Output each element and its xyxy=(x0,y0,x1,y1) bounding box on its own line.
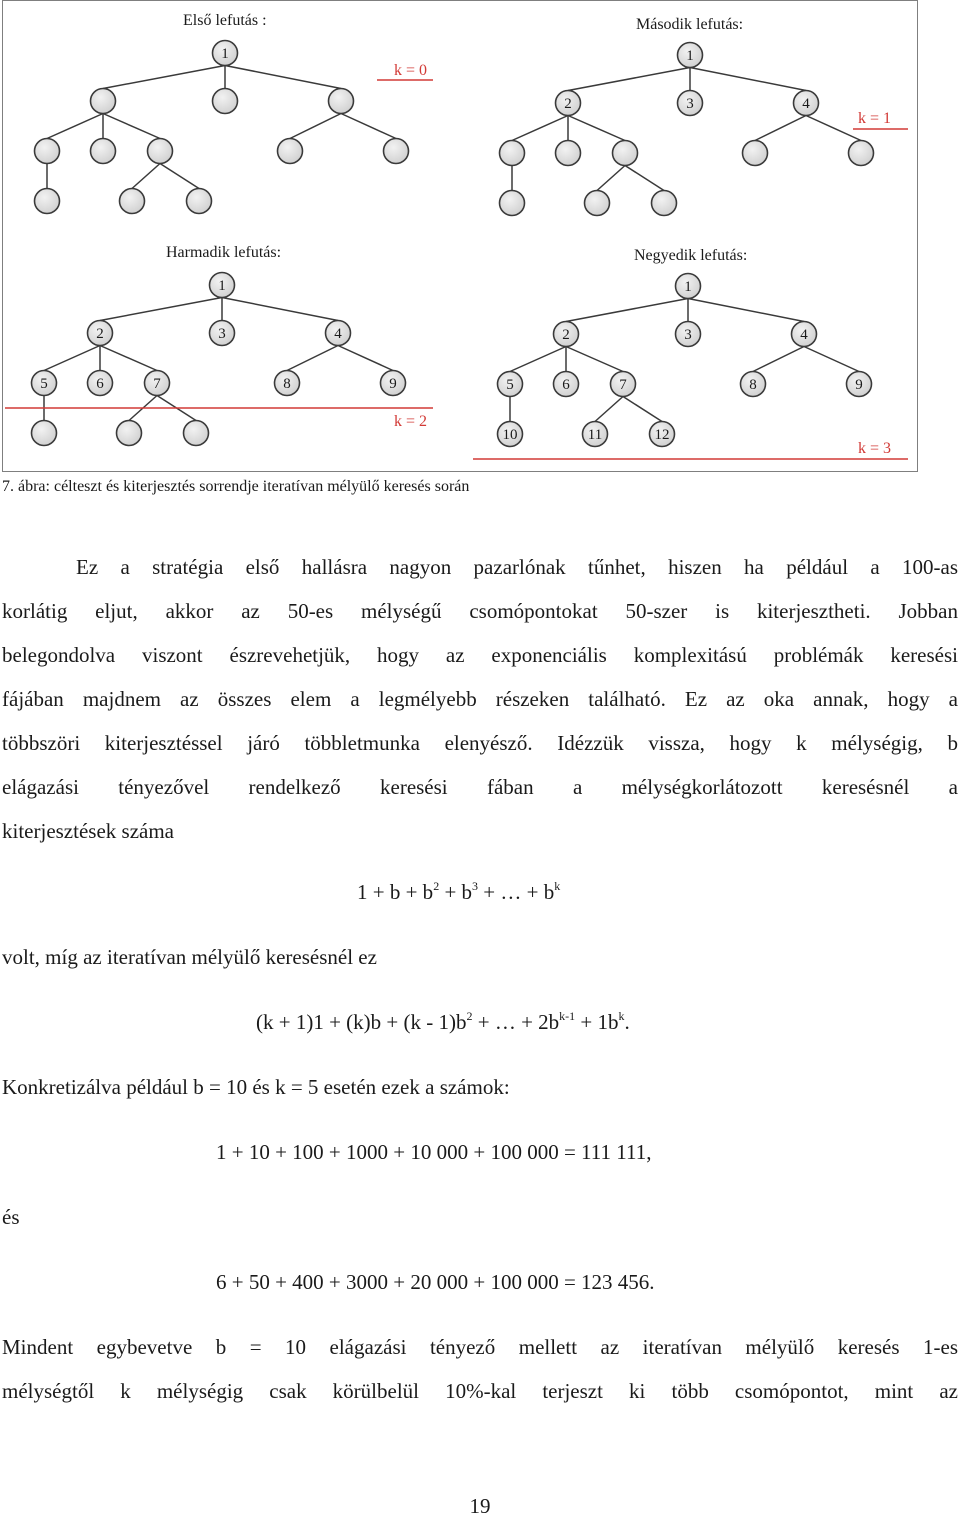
formula-part: (k + 1)1 + (k)b + (k - 1)b xyxy=(256,1010,467,1034)
formula-part: + … + 2b xyxy=(472,1010,560,1034)
page-number: 19 xyxy=(469,1494,491,1518)
tree-node xyxy=(32,421,57,446)
tree-node xyxy=(278,139,303,164)
tree-node xyxy=(847,372,872,397)
tree-node-label: 2 xyxy=(564,96,572,112)
formula-exponent: k xyxy=(554,879,561,893)
formula-exponent: k xyxy=(618,1009,625,1023)
panel-title-3: Harmadik lefutás: xyxy=(166,244,282,261)
tree-edge xyxy=(688,299,804,322)
tree-edge xyxy=(160,164,199,189)
tree-node xyxy=(88,371,113,396)
paragraph-line: elágazási tényezővel rendelkező keresési fában a mélységkorlátozott keresésnél a xyxy=(2,775,958,799)
k-label-1: k = 0 xyxy=(394,62,428,79)
tree-node xyxy=(88,321,113,346)
formula-iterative xyxy=(256,1010,630,1035)
tree-edge xyxy=(566,299,688,322)
tree-edge xyxy=(338,346,393,371)
tree-node xyxy=(676,274,701,299)
tree-node xyxy=(554,322,579,347)
tree-node-label: 2 xyxy=(562,327,570,343)
tree-node-label: 9 xyxy=(389,376,397,392)
panel-title-4: Negyedik lefutás: xyxy=(634,247,748,264)
tree-edge xyxy=(753,347,804,372)
tree-node-label: 3 xyxy=(684,327,692,343)
paragraph-line: Ez a stratégia első hallásra nagyon pazarlónak tűnhet, hiszen ha például a 100-as xyxy=(76,555,958,579)
formula-exponent: k-1 xyxy=(559,1009,576,1023)
tree-node-label: 10 xyxy=(502,427,518,443)
tree-diagram xyxy=(3,1,917,471)
tree-node-label: 1 xyxy=(686,48,694,64)
text-line-es: és xyxy=(2,1205,20,1229)
tree-node-label: 3 xyxy=(686,96,694,112)
paragraph-line: belegondolva viszont észrevehetjük, hogy az exponenciális komplexitású problémák keresési xyxy=(2,643,958,667)
figure-caption: 7. ábra: célteszt és kiterjesztés sorrendje iteratívan mélyülő keresés során xyxy=(2,478,470,495)
paragraph-line: többszöri kiterjesztéssel járó többletmunka elenyésző. Idézzük vissza, hogy k mélységig, b xyxy=(2,731,958,755)
tree-edge xyxy=(225,66,341,89)
formula-part: . xyxy=(624,1010,630,1034)
k-label-4: k = 3 xyxy=(858,440,892,457)
k-label-3: k = 2 xyxy=(394,413,428,430)
paragraph-line: Mindent egybevetve b = 10 elágazási tényező mellett az iteratívan mélyülő keresés 1-es xyxy=(2,1335,958,1359)
tree-node-label: 6 xyxy=(562,377,570,393)
panel-title-1: Első lefutás : xyxy=(183,12,267,29)
tree-edge xyxy=(568,68,690,91)
tree-node-label: 7 xyxy=(153,376,161,392)
tree-node-label: 4 xyxy=(802,96,810,112)
tree-node-label: 1 xyxy=(684,279,692,295)
tree-node xyxy=(792,322,817,347)
tree-edge xyxy=(690,68,806,91)
tree-edge xyxy=(222,298,338,321)
tree-node xyxy=(849,141,874,166)
formula-exponent: 3 xyxy=(472,879,479,893)
figure-iterative-deepening xyxy=(2,0,918,472)
tree-node xyxy=(210,321,235,346)
tree-node xyxy=(500,191,525,216)
tree-edge xyxy=(625,166,664,191)
tree-node xyxy=(32,371,57,396)
tree-node xyxy=(498,422,523,447)
tree-node xyxy=(91,89,116,114)
paragraph-1 xyxy=(2,545,958,853)
tree-node-label: 2 xyxy=(96,326,104,342)
tree-edge xyxy=(566,347,623,372)
text-line-volt: volt, míg az iteratívan mélyülő keresésnél ez xyxy=(2,945,377,969)
paragraph-line: mélységtől k mélységig csak körülbelül 10%-kal terjeszt ki több csomópontot, mint az xyxy=(2,1379,958,1403)
tree-node-label: 8 xyxy=(749,377,757,393)
paragraph-line: kiterjesztések száma xyxy=(2,819,174,843)
tree-node xyxy=(498,372,523,397)
tree-node-label: 5 xyxy=(506,377,514,393)
tree-node xyxy=(500,141,525,166)
k-label-2: k = 1 xyxy=(858,110,892,127)
tree-node-label: 3 xyxy=(218,326,226,342)
tree-node xyxy=(35,139,60,164)
tree-node xyxy=(187,189,212,214)
tree-node-label: 9 xyxy=(855,377,863,393)
tree-edge xyxy=(806,116,861,141)
tree-node xyxy=(556,141,581,166)
tree-node xyxy=(676,322,701,347)
tree-node xyxy=(329,89,354,114)
tree-node xyxy=(583,422,608,447)
tree-edge xyxy=(132,164,160,189)
formula-part: + 1b xyxy=(575,1010,619,1034)
tree-edge xyxy=(287,346,338,371)
formula-part: + … + b xyxy=(478,880,555,904)
formula-exponent: 2 xyxy=(466,1009,473,1023)
formula-part: + b xyxy=(439,880,473,904)
panel-title-2: Második lefutás: xyxy=(636,16,744,33)
tree-node-label: 4 xyxy=(334,326,342,342)
tree-edge xyxy=(100,298,222,321)
tree-edge xyxy=(595,397,623,422)
tree-node xyxy=(384,139,409,164)
tree-node xyxy=(678,91,703,116)
formula-part: 1 + b + b xyxy=(357,880,434,904)
tree-node xyxy=(678,43,703,68)
tree-edge xyxy=(568,116,625,141)
text-line-konkretizalva: Konkretizálva például b = 10 és k = 5 esetén ezek a számok: xyxy=(2,1075,510,1099)
tree-node xyxy=(556,91,581,116)
tree-node-label: 7 xyxy=(619,377,627,393)
tree-node-label: 4 xyxy=(800,327,808,343)
tree-edge xyxy=(510,347,566,372)
tree-edge xyxy=(341,114,396,139)
tree-node xyxy=(120,189,145,214)
formula-sum-2: 6 + 50 + 400 + 3000 + 20 000 + 100 000 = 123 456. xyxy=(216,1270,655,1294)
tree-edge xyxy=(512,116,568,141)
formula-sum-1: 1 + 10 + 100 + 1000 + 10 000 + 100 000 = 111 111, xyxy=(216,1140,652,1164)
tree-edge xyxy=(623,397,662,422)
tree-node xyxy=(210,273,235,298)
tree-edge xyxy=(103,66,225,89)
tree-node xyxy=(275,371,300,396)
tree-node xyxy=(381,371,406,396)
tree-edge xyxy=(290,114,341,139)
formula-exponent: 2 xyxy=(433,879,440,893)
tree-node xyxy=(145,371,170,396)
tree-node-label: 1 xyxy=(218,278,226,294)
tree-edge xyxy=(755,116,806,141)
tree-node-label: 1 xyxy=(221,46,229,62)
tree-node xyxy=(585,191,610,216)
tree-edge xyxy=(804,347,859,372)
tree-node xyxy=(91,139,116,164)
paragraph-line: korlátig eljut, akkor az 50-es mélységű csomópontokat 50-szer is kiterjesztheti. Jobban xyxy=(2,599,958,623)
tree-edge xyxy=(103,114,160,139)
tree-node xyxy=(794,91,819,116)
paragraph-line: fájában majdnem az összes elem a legmélyebb részeken található. Ez az oka annak, hogy a xyxy=(2,687,958,711)
tree-node xyxy=(652,191,677,216)
tree-node xyxy=(741,372,766,397)
tree-edge xyxy=(44,346,100,371)
paragraph-2 xyxy=(2,1325,958,1413)
tree-edge xyxy=(47,114,103,139)
tree-node xyxy=(213,41,238,66)
tree-node xyxy=(743,141,768,166)
tree-node-label: 12 xyxy=(654,427,670,443)
tree-edge xyxy=(100,346,157,371)
tree-node xyxy=(184,421,209,446)
tree-node xyxy=(650,422,675,447)
tree-node-label: 11 xyxy=(587,427,603,443)
tree-node-label: 6 xyxy=(96,376,104,392)
tree-node xyxy=(613,141,638,166)
tree-node xyxy=(117,421,142,446)
tree-node xyxy=(611,372,636,397)
tree-node xyxy=(148,139,173,164)
tree-node xyxy=(554,372,579,397)
tree-node-label: 5 xyxy=(40,376,48,392)
tree-edge xyxy=(597,166,625,191)
tree-node xyxy=(326,321,351,346)
tree-node xyxy=(213,89,238,114)
formula-depth-limited xyxy=(357,880,560,905)
tree-node xyxy=(35,189,60,214)
tree-node-label: 8 xyxy=(283,376,291,392)
